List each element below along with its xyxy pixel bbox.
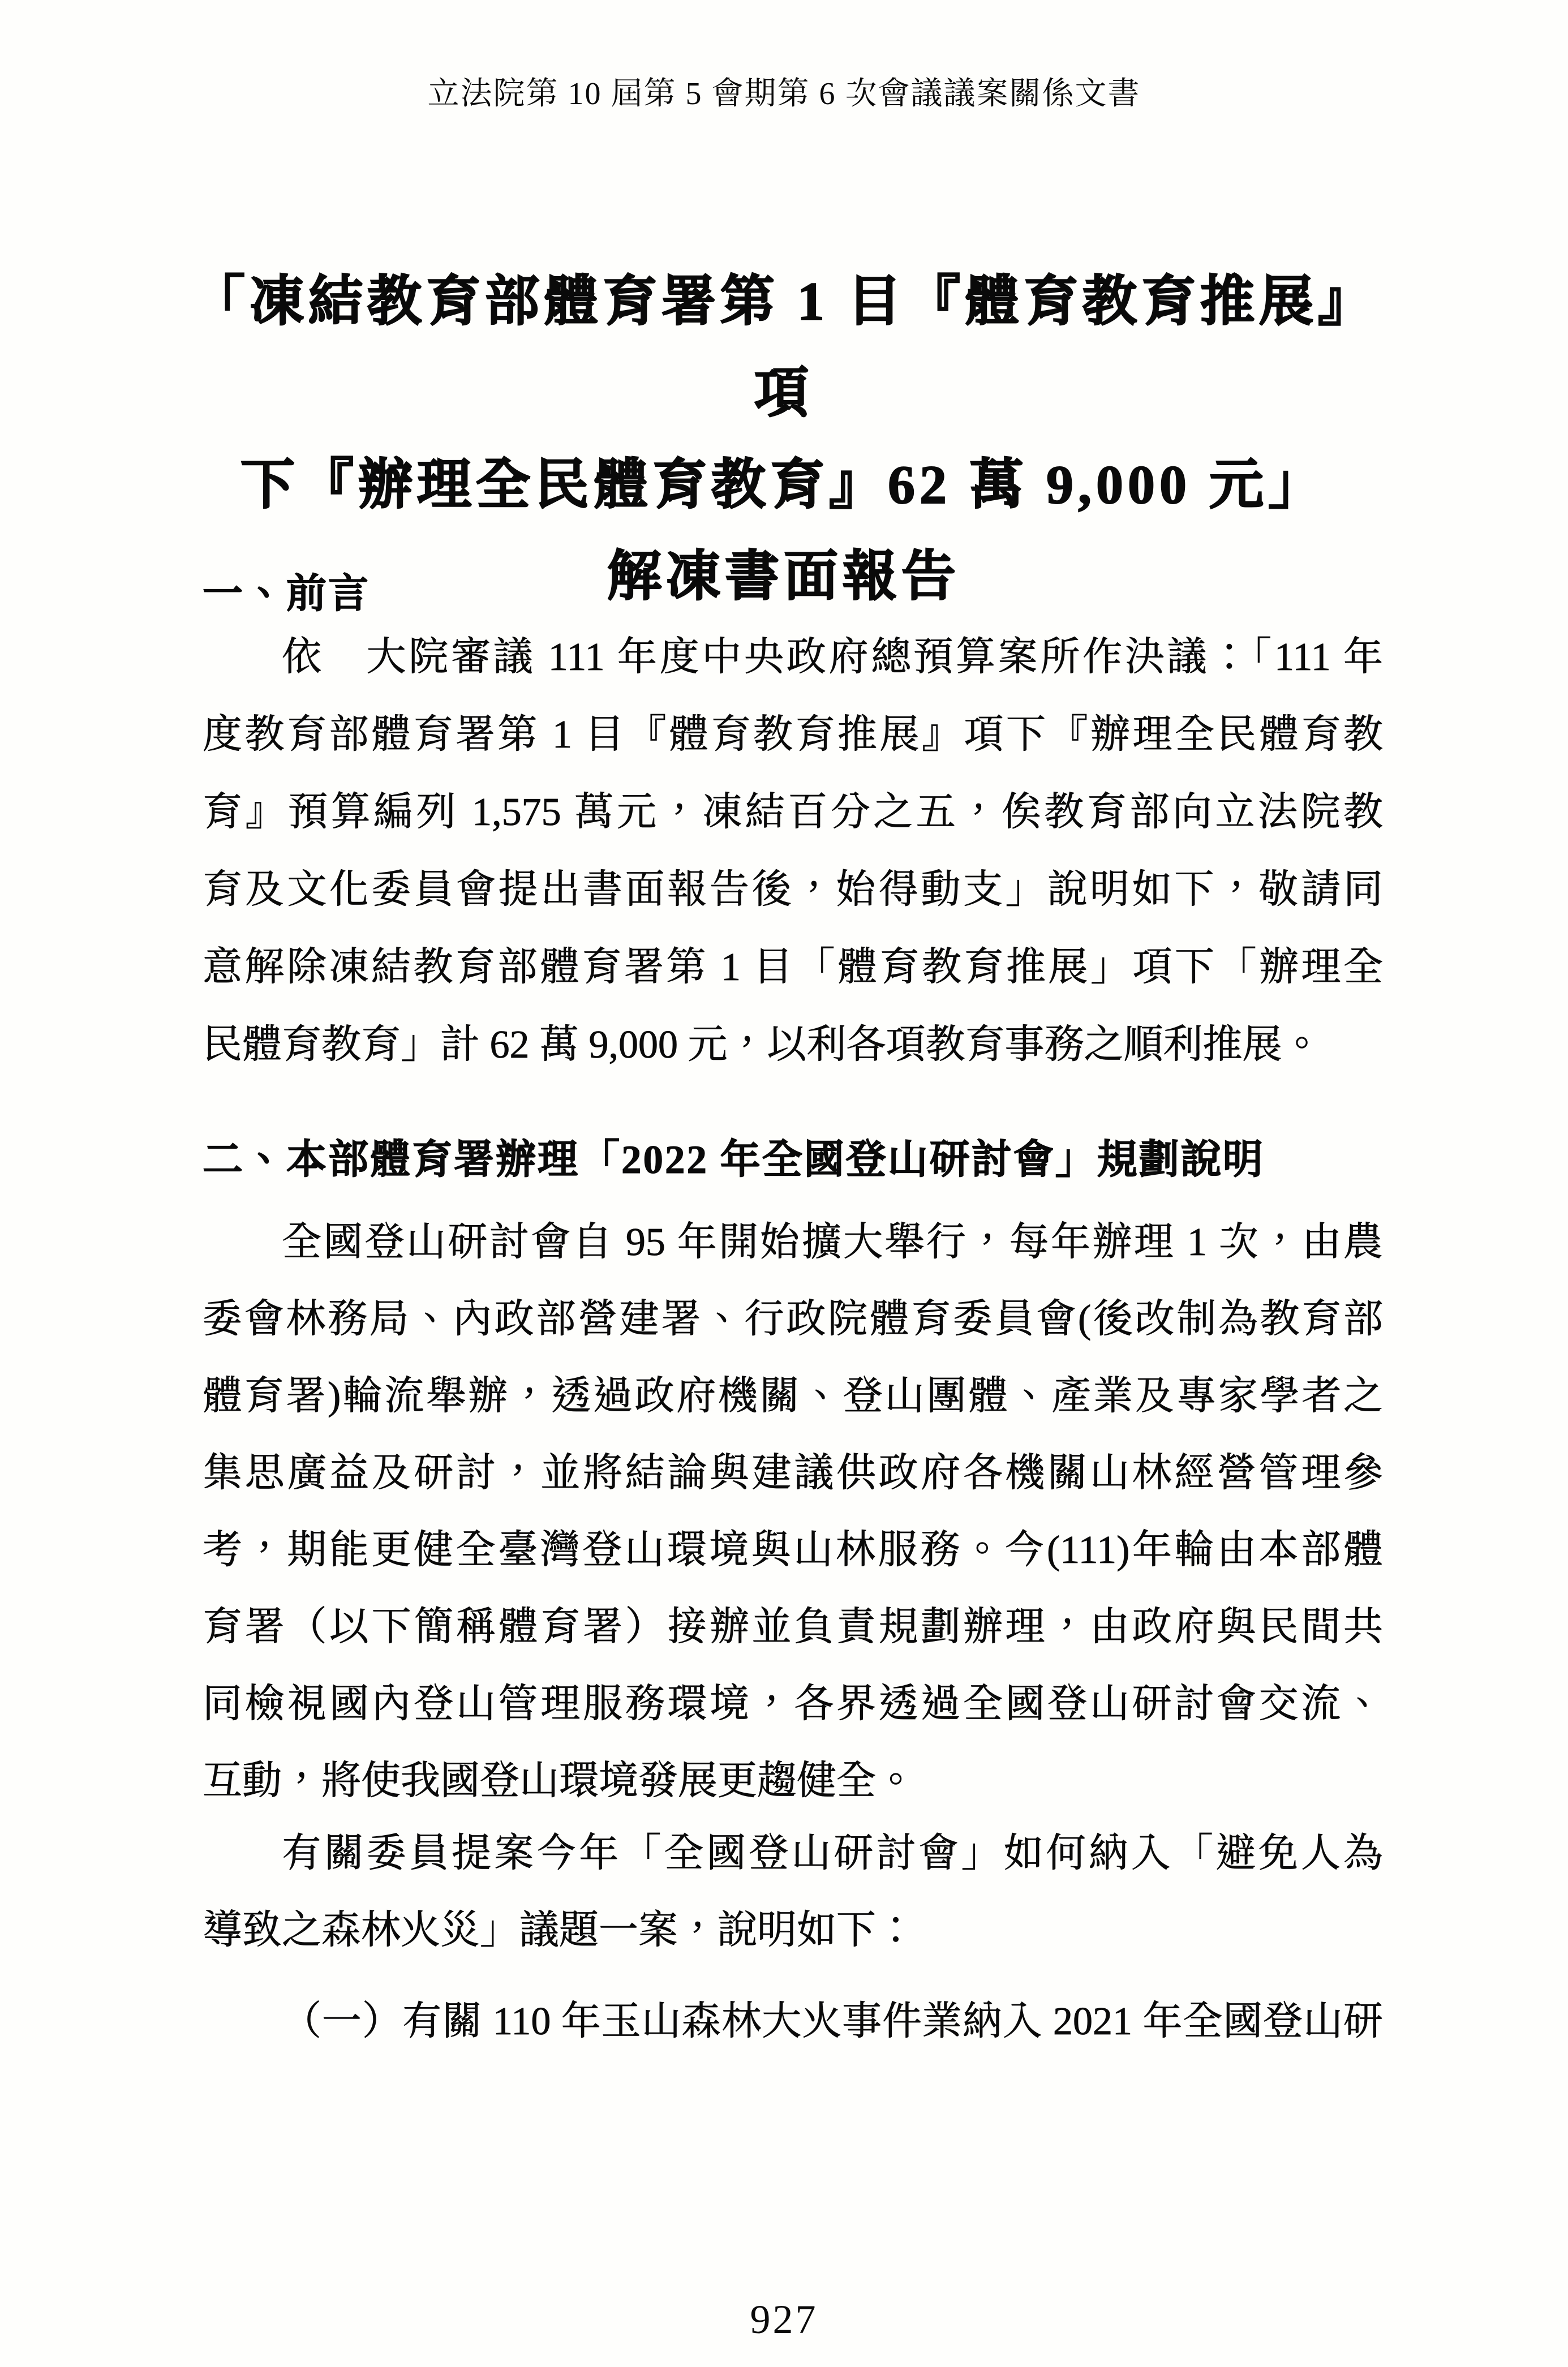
text-line: 度教育部體育署第 1 目『體育教育推展』項下『辦理全民體育教 bbox=[203, 713, 1383, 757]
text-line: 導致之森林火災」議題一案，說明如下： bbox=[203, 1909, 916, 1952]
text-line: 育署（以下簡稱體育署）接辦並負責規劃辦理，由政府與民間共 bbox=[203, 1605, 1383, 1649]
document-header: 立法院第 10 屆第 5 會期第 6 次會議議案關係文書 bbox=[427, 76, 1141, 111]
title-line-3: 解凍書面報告 bbox=[607, 546, 960, 607]
text-line: 互動，將使我國登山環境發展更趨健全。 bbox=[203, 1759, 916, 1803]
section-2-list-item-1 bbox=[203, 1983, 1383, 2060]
section-1-paragraph-1 bbox=[203, 618, 1383, 1084]
section-1-heading: 一、前言 bbox=[203, 572, 371, 616]
text-line: 意解除凍結教育部體育署第 1 目「體育教育推展」項下「辦理全 bbox=[203, 946, 1383, 989]
text-line: 集思廣益及研討，並將結論與建議供政府各機關山林經營管理參 bbox=[203, 1451, 1383, 1495]
text-line: 育』預算編列 1,575 萬元，凍結百分之五，俟教育部向立法院教 bbox=[203, 791, 1383, 834]
title-line-2: 下『辦理全民體育教育』62 萬 9,000 元」 bbox=[240, 454, 1327, 515]
text-line: 有關委員提案今年「全國登山研討會」如何納入「避免人為 bbox=[282, 1832, 1383, 1875]
page-number: 927 bbox=[750, 2297, 818, 2342]
section-2-paragraph-2 bbox=[203, 1815, 1383, 1969]
text-line: （一）有關 110 年玉山森林大火事件業納入 2021 年全國登山研 bbox=[282, 2000, 1383, 2043]
text-line: 民體育教育」計 62 萬 9,000 元，以利各項教育事務之順利推展。 bbox=[203, 1023, 1322, 1067]
text-line: 依 大院審議 111 年度中央政府總預算案所作決議：「111 年 bbox=[282, 635, 1383, 679]
text-line: 同檢視國內登山管理服務環境，各界透過全國登山研討會交流、 bbox=[203, 1682, 1383, 1726]
text-line: 委會林務局、內政部營建署、行政院體育委員會(後改制為教育部 bbox=[203, 1298, 1383, 1341]
text-line: 育及文化委員會提出書面報告後，始得動支」說明如下，敬請同 bbox=[203, 868, 1383, 912]
text-line: 體育署)輪流舉辦，透過政府機關、登山團體、產業及專家學者之 bbox=[203, 1374, 1383, 1418]
section-2-heading: 二、本部體育署辦理「2022 年全國登山研討會」規劃說明 bbox=[203, 1138, 1265, 1182]
text-line: 全國登山研討會自 95 年開始擴大舉行，每年辦理 1 次，由農 bbox=[282, 1221, 1383, 1264]
section-2-paragraph-1 bbox=[203, 1204, 1383, 1820]
title-line-1: 「凍結教育部體育署第 1 目『體育教育推展』項 bbox=[191, 271, 1377, 423]
text-line: 考，期能更健全臺灣登山環境與山林服務。今(111)年輪由本部體 bbox=[203, 1528, 1383, 1572]
